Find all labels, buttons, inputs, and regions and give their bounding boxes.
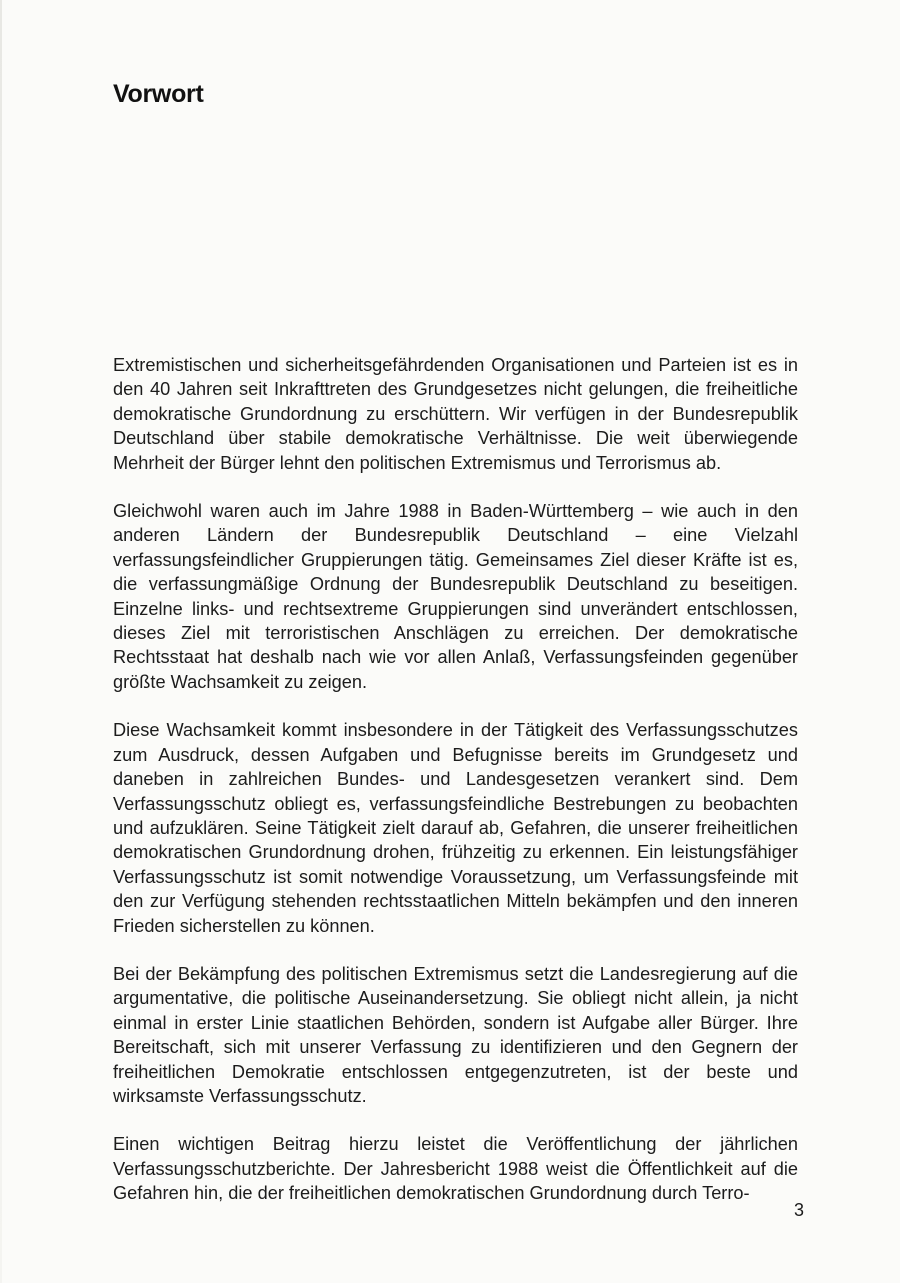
page-number: 3 xyxy=(793,1200,804,1220)
paragraph-2: Gleichwohl waren auch im Jahre 1988 in Baden-Württemberg – wie auch in den anderen Ländern der Bundesrepublik Deutschland – eine Vielzahl verfassungsfeindlicher Gruppierungen tätig. Gemeinsames Ziel dieser Kräfte ist es, die verfassungmäßige Ordnung der Bundesrepublik Deutschland zu beseitigen. Einzelne links- und rechtsextreme Gruppierungen sind unverändert entschlossen, dieses Ziel mit terroristischen Anschlägen zu erreichen. Der demokratische Rechtsstaat hat deshalb nach wie vor allen Anlaß, Verfassungsfeinden gegenüber größte Wachsamkeit zu zeigen. xyxy=(113,501,798,692)
paragraph-1: Extremistischen und sicherheitsgefährdenden Organisationen und Parteien ist es in den 40 Jahren seit Inkrafttreten des Grundgesetzes nicht gelungen, die freiheitliche demokratische Grundordnung zu erschüttern. Wir verfügen in der Bundesrepublik Deutschland über stabile demokratische Verhältnisse. Die weit überwiegende Mehrheit der Bürger lehnt den politischen Extremismus und Terrorismus ab. xyxy=(113,355,798,473)
paragraph-4: Bei der Bekämpfung des politischen Extremismus setzt die Landesregierung auf die argumentative, die politische Auseinandersetzung. Sie obliegt nicht allein, ja nicht einmal in erster Linie staatlichen Behörden, sondern ist Aufgabe aller Bürger. Ihre Bereitschaft, sich mit unserer Verfassung zu identifizieren und den Gegnern der freiheitlichen Demokratie entschlossen entgegenzutreten, ist der beste und wirksamste Verfassungsschutz. xyxy=(113,963,798,1106)
page-title: Vorwort xyxy=(113,80,204,108)
body-text xyxy=(113,353,798,1230)
paragraph-3: Diese Wachsamkeit kommt insbesondere in der Tätigkeit des Verfassungsschutzes zum Ausdruck, dessen Aufgaben und Befugnisse bereits im Grundgesetz und daneben in zahlreichen Bundes- und Landesgesetzen verankert sind. Dem Verfassungsschutz obliegt es, verfassungsfeindliche Bestrebungen zu beobachten und aufzuklären. Seine Tätigkeit zielt darauf ab, Gefahren, die unserer freiheitlichen demokratischen Grundordnung drohen, frühzeitig zu erkennen. Ein leistungsfähiger Verfassungsschutz ist somit notwendige Voraussetzung, um Verfassungsfeinde mit den zur Verfügung stehenden rechtsstaatlichen Mitteln bekämpfen und den inneren Frieden sicherstellen zu können. xyxy=(113,720,798,936)
page-edge-shadow xyxy=(0,0,2,1283)
paragraph-5: Einen wichtigen Beitrag hierzu leistet die Veröffentlichung der jährlichen Verfassungsschutzberichte. Der Jahresbericht 1988 weist die Öffentlichkeit auf die Gefahren hin, die der freiheitlichen demokratischen Grundordnung durch Terro- xyxy=(113,1134,798,1204)
